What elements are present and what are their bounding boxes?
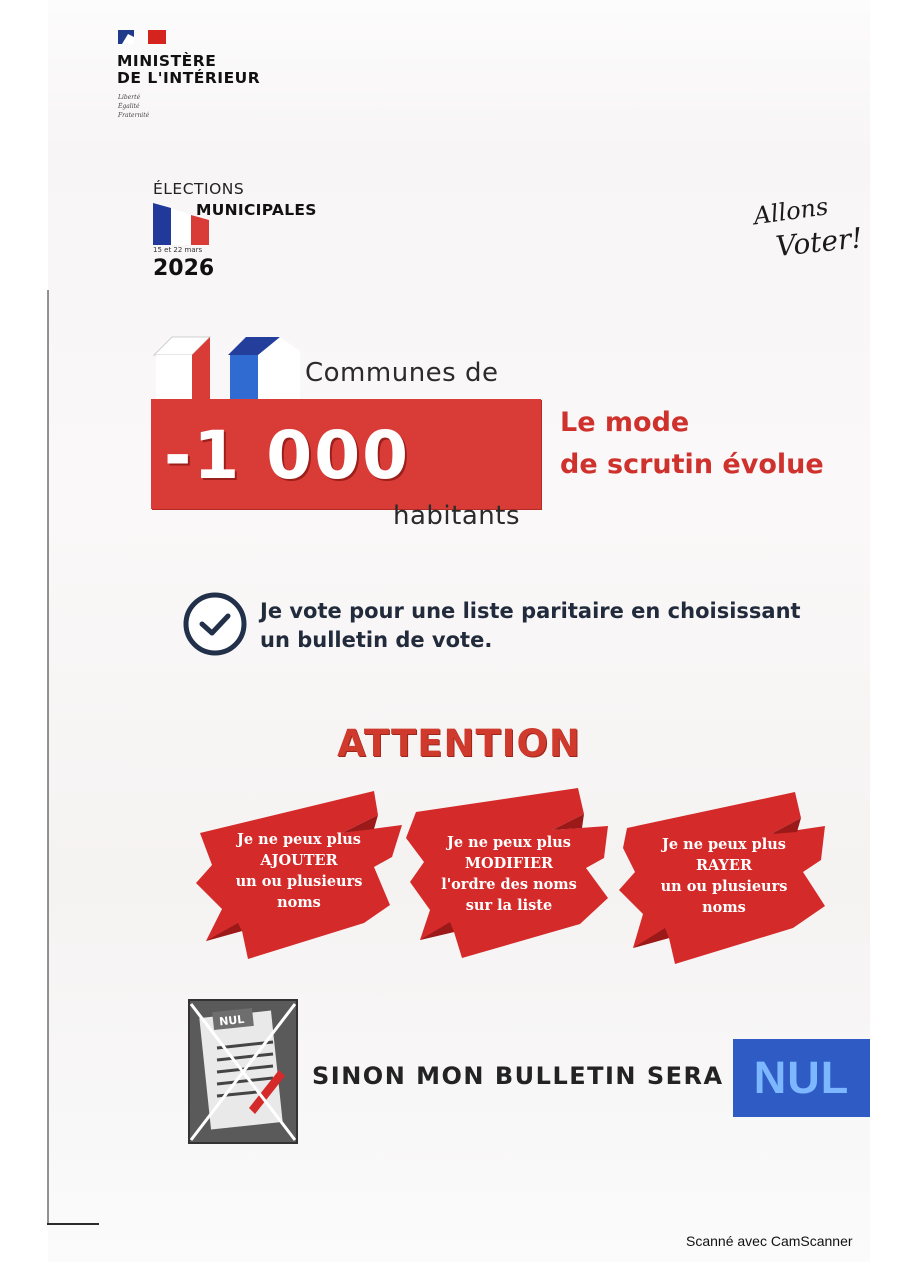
nul-badge	[733, 1039, 870, 1117]
ballot-label: NUL	[218, 1012, 245, 1029]
nul-badge-text: NUL	[753, 1052, 850, 1103]
svg-text:Voter!: Voter!	[774, 221, 865, 264]
warning-text: SINON MON BULLETIN SERA	[312, 1062, 724, 1090]
rule-verb: MODIFIER	[464, 855, 554, 872]
rule-verb: RAYER	[695, 857, 753, 874]
svg-text:Allons: Allons	[751, 192, 830, 231]
communes-prefix: Communes de	[305, 358, 499, 388]
population-threshold: -1 000	[164, 417, 411, 494]
communes-suffix: habitants	[393, 501, 520, 531]
rule-line: Je ne peux plus	[662, 836, 786, 853]
rule-line: un ou plusieurs	[235, 873, 363, 890]
republic-motto: Liberté Égalité Fraternité	[118, 94, 150, 119]
checkmark-circle-icon	[182, 591, 248, 657]
election-dates: 15 et 22 mars	[153, 246, 203, 254]
vote-statement: Je vote pour une liste paritaire en choisissant un bulletin de vote.	[260, 599, 801, 652]
rule-line: l'ordre des noms	[441, 876, 577, 893]
scan-corner-line	[47, 1223, 99, 1225]
voting-mode-title: Le mode de scrutin évolue	[560, 407, 824, 480]
crossed-ballot-icon	[187, 998, 299, 1145]
rule-ribbon-modify	[402, 786, 616, 962]
rule-line: sur la liste	[465, 897, 553, 914]
allons-voter-handwritten-logo	[746, 186, 866, 266]
marianne-logo-icon	[118, 28, 166, 46]
rule-line: un ou plusieurs	[660, 878, 788, 895]
ribbon-text	[617, 788, 831, 964]
scanner-watermark: Scanné avec CamScanner	[686, 1233, 853, 1249]
elections-subtitle: MUNICIPALES	[196, 201, 317, 219]
election-year: 2026	[153, 256, 215, 281]
rule-line: Je ne peux plus	[447, 834, 571, 851]
ribbon-text	[402, 786, 616, 962]
rule-line: noms	[277, 894, 321, 911]
ministry-name: MINISTÈRE DE L'INTÉRIEUR	[117, 52, 261, 87]
rule-line: Je ne peux plus	[237, 831, 361, 848]
elections-title: ÉLECTIONS	[153, 180, 245, 198]
ribbon-text	[192, 783, 406, 959]
attention-heading: ATTENTION	[337, 722, 581, 765]
rule-ribbon-add	[192, 783, 406, 959]
rule-ribbon-strike	[617, 788, 831, 964]
rule-line: noms	[702, 899, 746, 916]
rule-verb: AJOUTER	[260, 852, 338, 869]
